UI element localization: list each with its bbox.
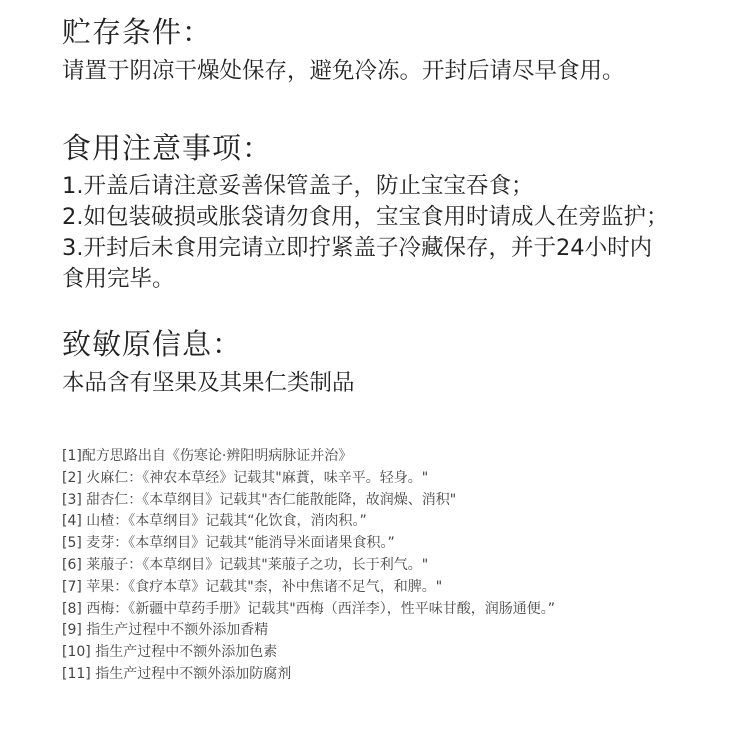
footnotes-list <box>62 446 742 686</box>
footnote-item: [11] 指生产过程中不额外添加防腐剂 <box>62 665 292 682</box>
storage-section <box>62 14 742 87</box>
footnote-item: [7] 苹果：《食疗本草》记载其"柰，补中焦诸不足气，和脾。" <box>62 578 443 595</box>
footnote-item: [10] 指生产过程中不额外添加色素 <box>62 644 278 661</box>
storage-heading: 贮存条件： <box>62 15 213 49</box>
precaution-line-1: 1.开盖后请注意妥善保管盖子，防止宝宝吞食； <box>62 173 534 199</box>
precaution-line-3: 3.开封后未食用完请立即拧紧盖子冷藏保存，并于24小时内 <box>62 235 653 261</box>
footnote-item: [2] 火麻仁：《神农本草经》记载其"麻蕡，味辛平。轻身。" <box>62 469 429 486</box>
footnote-item: [4] 山楂：《本草纲目》记载其“化饮食，消肉积。” <box>62 513 367 530</box>
footnote-item: [5] 麦芽：《本草纲目》记载其“能消导米面诸果食积。” <box>62 535 395 552</box>
footnote-item: [1]配方思路出自《伤寒论·辨阳明病脉证并治》 <box>62 448 353 464</box>
allergen-heading: 致敏原信息： <box>62 327 243 361</box>
footnote-item: [9] 指生产过程中不额外添加香精 <box>62 622 269 639</box>
precautions-section <box>62 130 742 295</box>
footnote-item: [3] 甜杏仁：《本草纲目》记载其"杏仁能散能降，故润燥、消积" <box>62 491 457 508</box>
allergen-section <box>62 326 742 399</box>
precaution-line-4: 食用完毕。 <box>62 266 175 292</box>
precaution-line-2: 2.如包装破损或胀袋请勿食用，宝宝食用时请成人在旁监护； <box>62 204 669 230</box>
footnote-item: [8] 西梅：《新疆中草药手册》记载其"西梅（西洋李），性平味甘酸，润肠通便。” <box>62 600 555 617</box>
storage-text: 请置于阴凉干燥处保存，避免冷冻。开封后请尽早食用。 <box>62 58 625 84</box>
precautions-heading: 食用注意事项： <box>62 131 273 165</box>
footnote-item: [6] 莱菔子：《本草纲目》记载其"莱菔子之功，长于利气。" <box>62 556 429 573</box>
allergen-text: 本品含有坚果及其果仁类制品 <box>62 370 355 396</box>
